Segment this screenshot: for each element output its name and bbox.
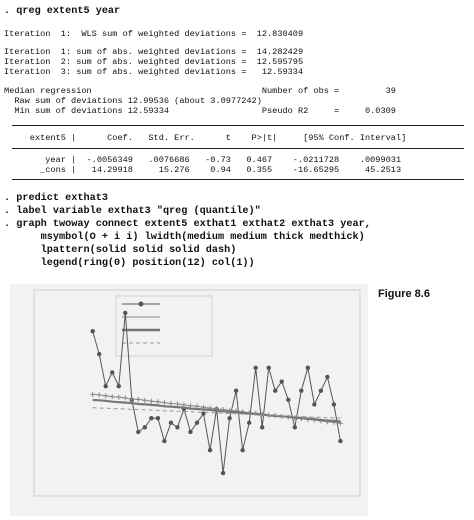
data-point: [208, 448, 212, 452]
iteration-line: Iteration 1: sum of abs. weighted deviations = 14.282429: [4, 47, 304, 57]
data-point: [123, 311, 127, 315]
data-point: [280, 379, 284, 383]
data-point: [169, 421, 173, 425]
series-line-0: [93, 313, 341, 473]
data-point: [234, 389, 238, 393]
fit-point: [149, 399, 154, 404]
legend-box: [116, 296, 212, 356]
data-point: [325, 375, 329, 379]
fit-point: [168, 401, 173, 406]
series-line-2: [93, 400, 341, 422]
data-point: [267, 366, 271, 370]
table-bottom-rule: [12, 179, 464, 180]
figure-chart: [10, 284, 368, 516]
qreg-command: . qreg extent5 year: [4, 6, 121, 17]
command-line: . graph twoway connect extent5 exthat1 exthat2 exthat3 year,: [4, 219, 371, 230]
data-point: [273, 389, 277, 393]
table-header: extent5 | Coef. Std. Err. t P>|t| [95% Conf. Interval]: [4, 133, 407, 143]
fit-point: [155, 399, 160, 404]
summary-line: Raw sum of deviations 12.99536 (about 3.0977242): [4, 96, 262, 106]
data-point: [117, 384, 121, 388]
data-point: [188, 430, 192, 434]
chart-svg: [10, 284, 368, 516]
table-mid-rule: [12, 148, 464, 149]
data-point: [195, 421, 199, 425]
command-line: . label variable exthat3 "qreg (quantile)": [4, 206, 261, 217]
data-point: [156, 416, 160, 420]
data-point: [97, 352, 101, 356]
data-point: [253, 366, 257, 370]
data-point: [260, 425, 264, 429]
data-point: [293, 425, 297, 429]
data-point: [247, 421, 251, 425]
legend-marker-circle: [139, 302, 144, 307]
fit-point: [90, 392, 95, 397]
data-point: [306, 366, 310, 370]
plot-frame: [34, 290, 360, 496]
fit-point: [162, 400, 167, 405]
data-point: [332, 402, 336, 406]
data-point: [136, 430, 140, 434]
fit-point: [123, 396, 128, 401]
command-line: lpattern(solid solid solid dash): [4, 245, 237, 256]
data-point: [104, 384, 108, 388]
figure-label: Figure 8.6: [378, 288, 430, 300]
summary-line: Min sum of deviations 12.59334 Pseudo R2 = 0.0309: [4, 106, 396, 116]
data-point: [319, 389, 323, 393]
fit-point: [97, 392, 102, 397]
data-point: [312, 402, 316, 406]
table-row: _cons | 14.29918 15.276 0.94 0.355 -16.65295 45.2513: [4, 165, 402, 175]
data-point: [221, 471, 225, 475]
fit-point: [175, 401, 180, 406]
iteration-line: Iteration 3: sum of abs. weighted deviations = 12.59334: [4, 67, 304, 77]
data-point: [299, 389, 303, 393]
data-point: [175, 425, 179, 429]
fit-point: [136, 397, 141, 402]
fit-point: [110, 394, 115, 399]
table-top-rule: [12, 125, 464, 126]
fit-point: [103, 393, 108, 398]
data-point: [90, 329, 94, 333]
data-point: [240, 448, 244, 452]
data-point: [338, 439, 342, 443]
data-point: [286, 398, 290, 402]
fit-point: [116, 395, 121, 400]
command-line: msymbol(O + i i) lwidth(medium medium thick medthick): [4, 232, 365, 243]
command-line: legend(ring(0) position(12) col(1)): [4, 258, 255, 269]
fit-point: [142, 398, 147, 403]
wls-line: Iteration 1: WLS sum of weighted deviations = 12.830409: [4, 29, 304, 39]
data-point: [149, 416, 153, 420]
command-line: . predict exthat3: [4, 193, 108, 204]
iteration-line: Iteration 2: sum of abs. weighted deviations = 12.595795: [4, 57, 304, 67]
data-point: [227, 416, 231, 420]
table-row: year | -.0056349 .0076686 -0.73 0.467 -.0211728 .0099031: [4, 155, 402, 165]
data-point: [143, 425, 147, 429]
data-point: [162, 439, 166, 443]
summary-line: Median regression Number of obs = 39: [4, 86, 396, 96]
data-point: [110, 370, 114, 374]
